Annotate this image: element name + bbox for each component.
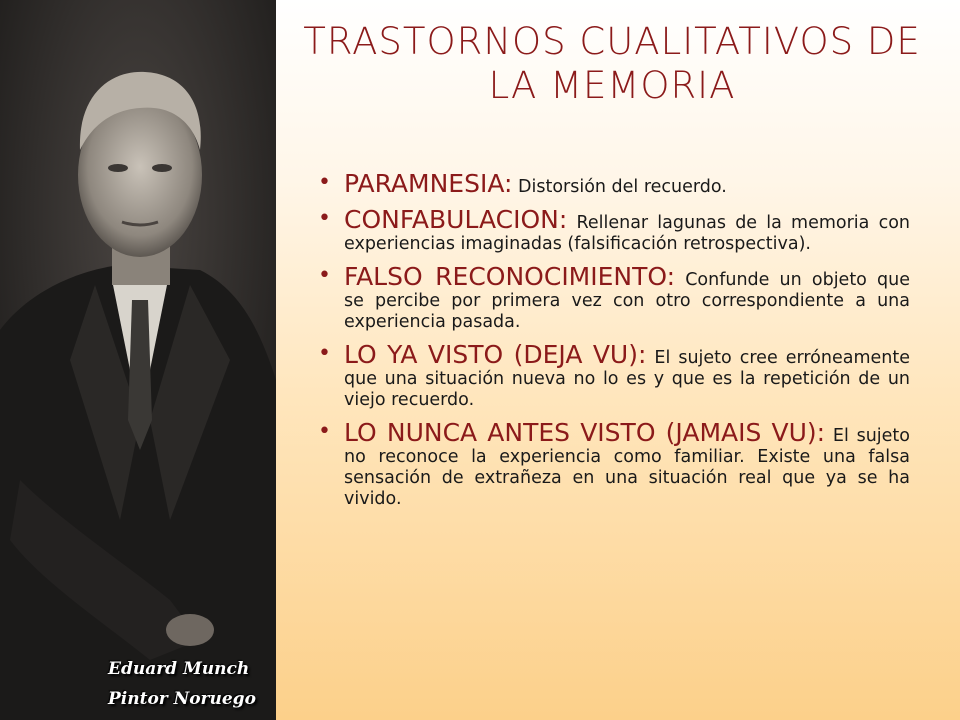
- item-text: El sujeto no reconoce la experiencia como familiar. Existe una falsa sensación de extrañeza en una situación real que ya se ha vivido.: [344, 426, 910, 509]
- item-text: El sujeto cree erróneamente que una situación nueva no lo es y que es la repetición de un viejo recuerdo.: [344, 348, 910, 410]
- list-item: [318, 341, 910, 411]
- list-item: [318, 206, 910, 255]
- item-term: CONFABULACION:: [344, 205, 568, 234]
- item-text: Distorsión del recuerdo.: [512, 177, 727, 197]
- portrait-caption: [108, 654, 274, 714]
- item-term: LO NUNCA ANTES VISTO (JAMAIS VU):: [344, 418, 826, 447]
- list-item: [318, 263, 910, 333]
- portrait-illustration: [0, 0, 276, 720]
- list-item: [318, 419, 910, 510]
- portrait-photo: [0, 0, 276, 720]
- caption-role: Pintor Noruego: [108, 689, 256, 709]
- item-text: Rellenar lagunas de la memoria con experiencias imaginadas (falsificación retrospectiva).: [344, 213, 910, 254]
- item-term: FALSO RECONOCIMIENTO:: [344, 262, 676, 291]
- bullet-list: [318, 170, 910, 518]
- caption-name: Eduard Munch: [108, 659, 250, 679]
- list-item: [318, 170, 910, 198]
- item-text: Confunde un objeto que se percibe por primera vez con otro correspondiente a una experiencia pasada.: [344, 270, 910, 332]
- item-term: PARAMNESIA:: [344, 169, 513, 198]
- slide-title: TRASTORNOS CUALITATIVOS DE LA MEMORIA: [303, 20, 921, 107]
- item-term: LO YA VISTO (DEJA VU):: [344, 340, 647, 369]
